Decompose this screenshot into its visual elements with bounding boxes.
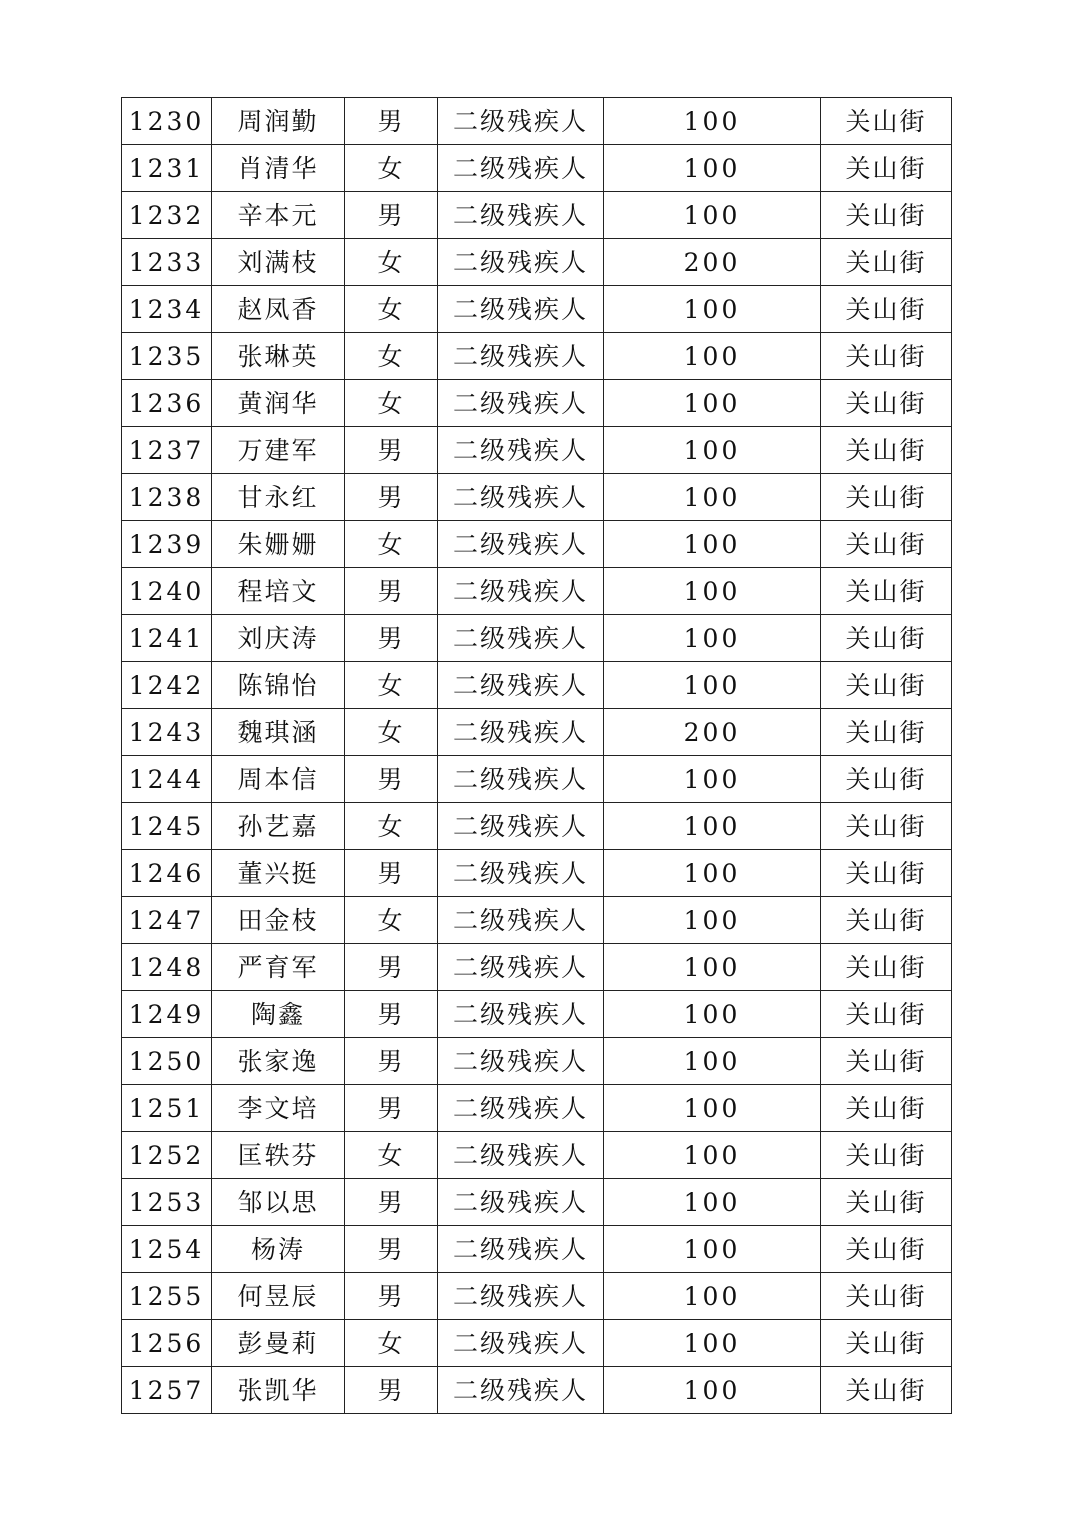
serial-number-cell: 1250 [122,1038,212,1085]
name-cell: 陶鑫 [212,991,345,1038]
amount-cell: 100 [604,521,821,568]
table-row [122,239,952,286]
table-row [122,1226,952,1273]
amount-cell: 100 [604,1320,821,1367]
disability-level-cell: 二级残疾人 [438,427,604,474]
table-row [122,98,952,145]
serial-number-cell: 1246 [122,850,212,897]
table-row [122,474,952,521]
gender-cell: 男 [345,427,438,474]
gender-cell: 男 [345,1367,438,1414]
serial-number-cell: 1240 [122,568,212,615]
disability-level-cell: 二级残疾人 [438,803,604,850]
disability-level-cell: 二级残疾人 [438,380,604,427]
gender-cell: 男 [345,98,438,145]
gender-cell: 男 [345,756,438,803]
street-cell: 关山街 [821,239,952,286]
disability-level-cell: 二级残疾人 [438,239,604,286]
amount-cell: 100 [604,850,821,897]
serial-number-cell: 1256 [122,1320,212,1367]
name-cell: 张琳英 [212,333,345,380]
amount-cell: 100 [604,568,821,615]
amount-cell: 100 [604,1367,821,1414]
serial-number-cell: 1238 [122,474,212,521]
amount-cell: 100 [604,897,821,944]
name-cell: 朱姗姗 [212,521,345,568]
street-cell: 关山街 [821,1132,952,1179]
amount-cell: 100 [604,1132,821,1179]
street-cell: 关山街 [821,1038,952,1085]
amount-cell: 100 [604,1273,821,1320]
name-cell: 彭曼莉 [212,1320,345,1367]
name-cell: 严育军 [212,944,345,991]
table-row [122,897,952,944]
name-cell: 周润勤 [212,98,345,145]
amount-cell: 100 [604,333,821,380]
street-cell: 关山街 [821,1273,952,1320]
amount-cell: 100 [604,474,821,521]
street-cell: 关山街 [821,1085,952,1132]
name-cell: 李文培 [212,1085,345,1132]
gender-cell: 女 [345,1132,438,1179]
amount-cell: 200 [604,709,821,756]
table-row [122,944,952,991]
disability-level-cell: 二级残疾人 [438,521,604,568]
table-row [122,145,952,192]
disability-level-cell: 二级残疾人 [438,662,604,709]
table-row [122,662,952,709]
street-cell: 关山街 [821,474,952,521]
name-cell: 程培文 [212,568,345,615]
table-row [122,1038,952,1085]
name-cell: 董兴挺 [212,850,345,897]
street-cell: 关山街 [821,662,952,709]
disability-level-cell: 二级残疾人 [438,991,604,1038]
serial-number-cell: 1255 [122,1273,212,1320]
name-cell: 刘庆涛 [212,615,345,662]
disability-level-cell: 二级残疾人 [438,1273,604,1320]
table-row [122,380,952,427]
table-row [122,709,952,756]
street-cell: 关山街 [821,286,952,333]
gender-cell: 女 [345,145,438,192]
disability-level-cell: 二级残疾人 [438,850,604,897]
disability-level-cell: 二级残疾人 [438,192,604,239]
disability-level-cell: 二级残疾人 [438,1085,604,1132]
serial-number-cell: 1241 [122,615,212,662]
gender-cell: 男 [345,1226,438,1273]
street-cell: 关山街 [821,709,952,756]
serial-number-cell: 1244 [122,756,212,803]
gender-cell: 男 [345,192,438,239]
table-row [122,333,952,380]
disability-level-cell: 二级残疾人 [438,286,604,333]
table-row [122,756,952,803]
serial-number-cell: 1252 [122,1132,212,1179]
street-cell: 关山街 [821,1226,952,1273]
disability-level-cell: 二级残疾人 [438,615,604,662]
street-cell: 关山街 [821,427,952,474]
amount-cell: 100 [604,192,821,239]
amount-cell: 100 [604,1179,821,1226]
gender-cell: 男 [345,1038,438,1085]
table-row [122,850,952,897]
street-cell: 关山街 [821,380,952,427]
serial-number-cell: 1232 [122,192,212,239]
name-cell: 肖清华 [212,145,345,192]
roster-table [121,97,952,1414]
street-cell: 关山街 [821,1179,952,1226]
serial-number-cell: 1237 [122,427,212,474]
street-cell: 关山街 [821,1367,952,1414]
name-cell: 孙艺嘉 [212,803,345,850]
name-cell: 刘满枝 [212,239,345,286]
street-cell: 关山街 [821,333,952,380]
serial-number-cell: 1251 [122,1085,212,1132]
serial-number-cell: 1235 [122,333,212,380]
table-row [122,286,952,333]
name-cell: 张凯华 [212,1367,345,1414]
gender-cell: 男 [345,568,438,615]
name-cell: 辛本元 [212,192,345,239]
street-cell: 关山街 [821,1320,952,1367]
serial-number-cell: 1242 [122,662,212,709]
disability-level-cell: 二级残疾人 [438,1179,604,1226]
gender-cell: 女 [345,521,438,568]
disability-level-cell: 二级残疾人 [438,944,604,991]
gender-cell: 男 [345,991,438,1038]
street-cell: 关山街 [821,756,952,803]
amount-cell: 100 [604,756,821,803]
serial-number-cell: 1239 [122,521,212,568]
disability-level-cell: 二级残疾人 [438,1367,604,1414]
table-row [122,568,952,615]
gender-cell: 女 [345,662,438,709]
amount-cell: 100 [604,662,821,709]
name-cell: 何昱辰 [212,1273,345,1320]
gender-cell: 男 [345,615,438,662]
street-cell: 关山街 [821,145,952,192]
amount-cell: 100 [604,615,821,662]
table-row [122,615,952,662]
amount-cell: 100 [604,286,821,333]
amount-cell: 100 [604,991,821,1038]
disability-level-cell: 二级残疾人 [438,756,604,803]
street-cell: 关山街 [821,850,952,897]
roster-body [122,98,952,1414]
table-row [122,1179,952,1226]
serial-number-cell: 1249 [122,991,212,1038]
disability-level-cell: 二级残疾人 [438,1226,604,1273]
disability-level-cell: 二级残疾人 [438,333,604,380]
street-cell: 关山街 [821,192,952,239]
gender-cell: 女 [345,803,438,850]
street-cell: 关山街 [821,944,952,991]
serial-number-cell: 1245 [122,803,212,850]
name-cell: 赵凤香 [212,286,345,333]
gender-cell: 男 [345,474,438,521]
table-row [122,427,952,474]
gender-cell: 女 [345,1320,438,1367]
amount-cell: 100 [604,1085,821,1132]
gender-cell: 女 [345,239,438,286]
gender-cell: 女 [345,897,438,944]
table-row [122,1367,952,1414]
name-cell: 田金枝 [212,897,345,944]
name-cell: 匡轶芬 [212,1132,345,1179]
name-cell: 杨涛 [212,1226,345,1273]
name-cell: 黄润华 [212,380,345,427]
amount-cell: 100 [604,380,821,427]
serial-number-cell: 1243 [122,709,212,756]
serial-number-cell: 1231 [122,145,212,192]
disability-level-cell: 二级残疾人 [438,474,604,521]
street-cell: 关山街 [821,615,952,662]
amount-cell: 100 [604,145,821,192]
serial-number-cell: 1253 [122,1179,212,1226]
name-cell: 陈锦怡 [212,662,345,709]
table-row [122,521,952,568]
amount-cell: 100 [604,944,821,991]
table-row [122,1132,952,1179]
gender-cell: 男 [345,1085,438,1132]
gender-cell: 女 [345,333,438,380]
disability-level-cell: 二级残疾人 [438,897,604,944]
gender-cell: 女 [345,380,438,427]
amount-cell: 100 [604,1038,821,1085]
disability-level-cell: 二级残疾人 [438,1132,604,1179]
gender-cell: 女 [345,709,438,756]
name-cell: 周本信 [212,756,345,803]
amount-cell: 100 [604,98,821,145]
street-cell: 关山街 [821,568,952,615]
table-row [122,1273,952,1320]
gender-cell: 男 [345,850,438,897]
name-cell: 甘永红 [212,474,345,521]
serial-number-cell: 1248 [122,944,212,991]
gender-cell: 男 [345,1179,438,1226]
serial-number-cell: 1234 [122,286,212,333]
table-row [122,803,952,850]
amount-cell: 100 [604,427,821,474]
disability-level-cell: 二级残疾人 [438,568,604,615]
name-cell: 张家逸 [212,1038,345,1085]
disability-level-cell: 二级残疾人 [438,1320,604,1367]
table-row [122,1085,952,1132]
table-row [122,991,952,1038]
gender-cell: 女 [345,286,438,333]
serial-number-cell: 1254 [122,1226,212,1273]
street-cell: 关山街 [821,98,952,145]
name-cell: 邹以思 [212,1179,345,1226]
street-cell: 关山街 [821,897,952,944]
gender-cell: 男 [345,944,438,991]
serial-number-cell: 1236 [122,380,212,427]
name-cell: 魏琪涵 [212,709,345,756]
name-cell: 万建军 [212,427,345,474]
amount-cell: 100 [604,803,821,850]
street-cell: 关山街 [821,803,952,850]
street-cell: 关山街 [821,991,952,1038]
gender-cell: 男 [345,1273,438,1320]
disability-level-cell: 二级残疾人 [438,98,604,145]
serial-number-cell: 1247 [122,897,212,944]
street-cell: 关山街 [821,521,952,568]
table-row [122,1320,952,1367]
disability-level-cell: 二级残疾人 [438,709,604,756]
amount-cell: 100 [604,1226,821,1273]
serial-number-cell: 1233 [122,239,212,286]
table-row [122,192,952,239]
disability-level-cell: 二级残疾人 [438,1038,604,1085]
serial-number-cell: 1257 [122,1367,212,1414]
serial-number-cell: 1230 [122,98,212,145]
disability-level-cell: 二级残疾人 [438,145,604,192]
amount-cell: 200 [604,239,821,286]
